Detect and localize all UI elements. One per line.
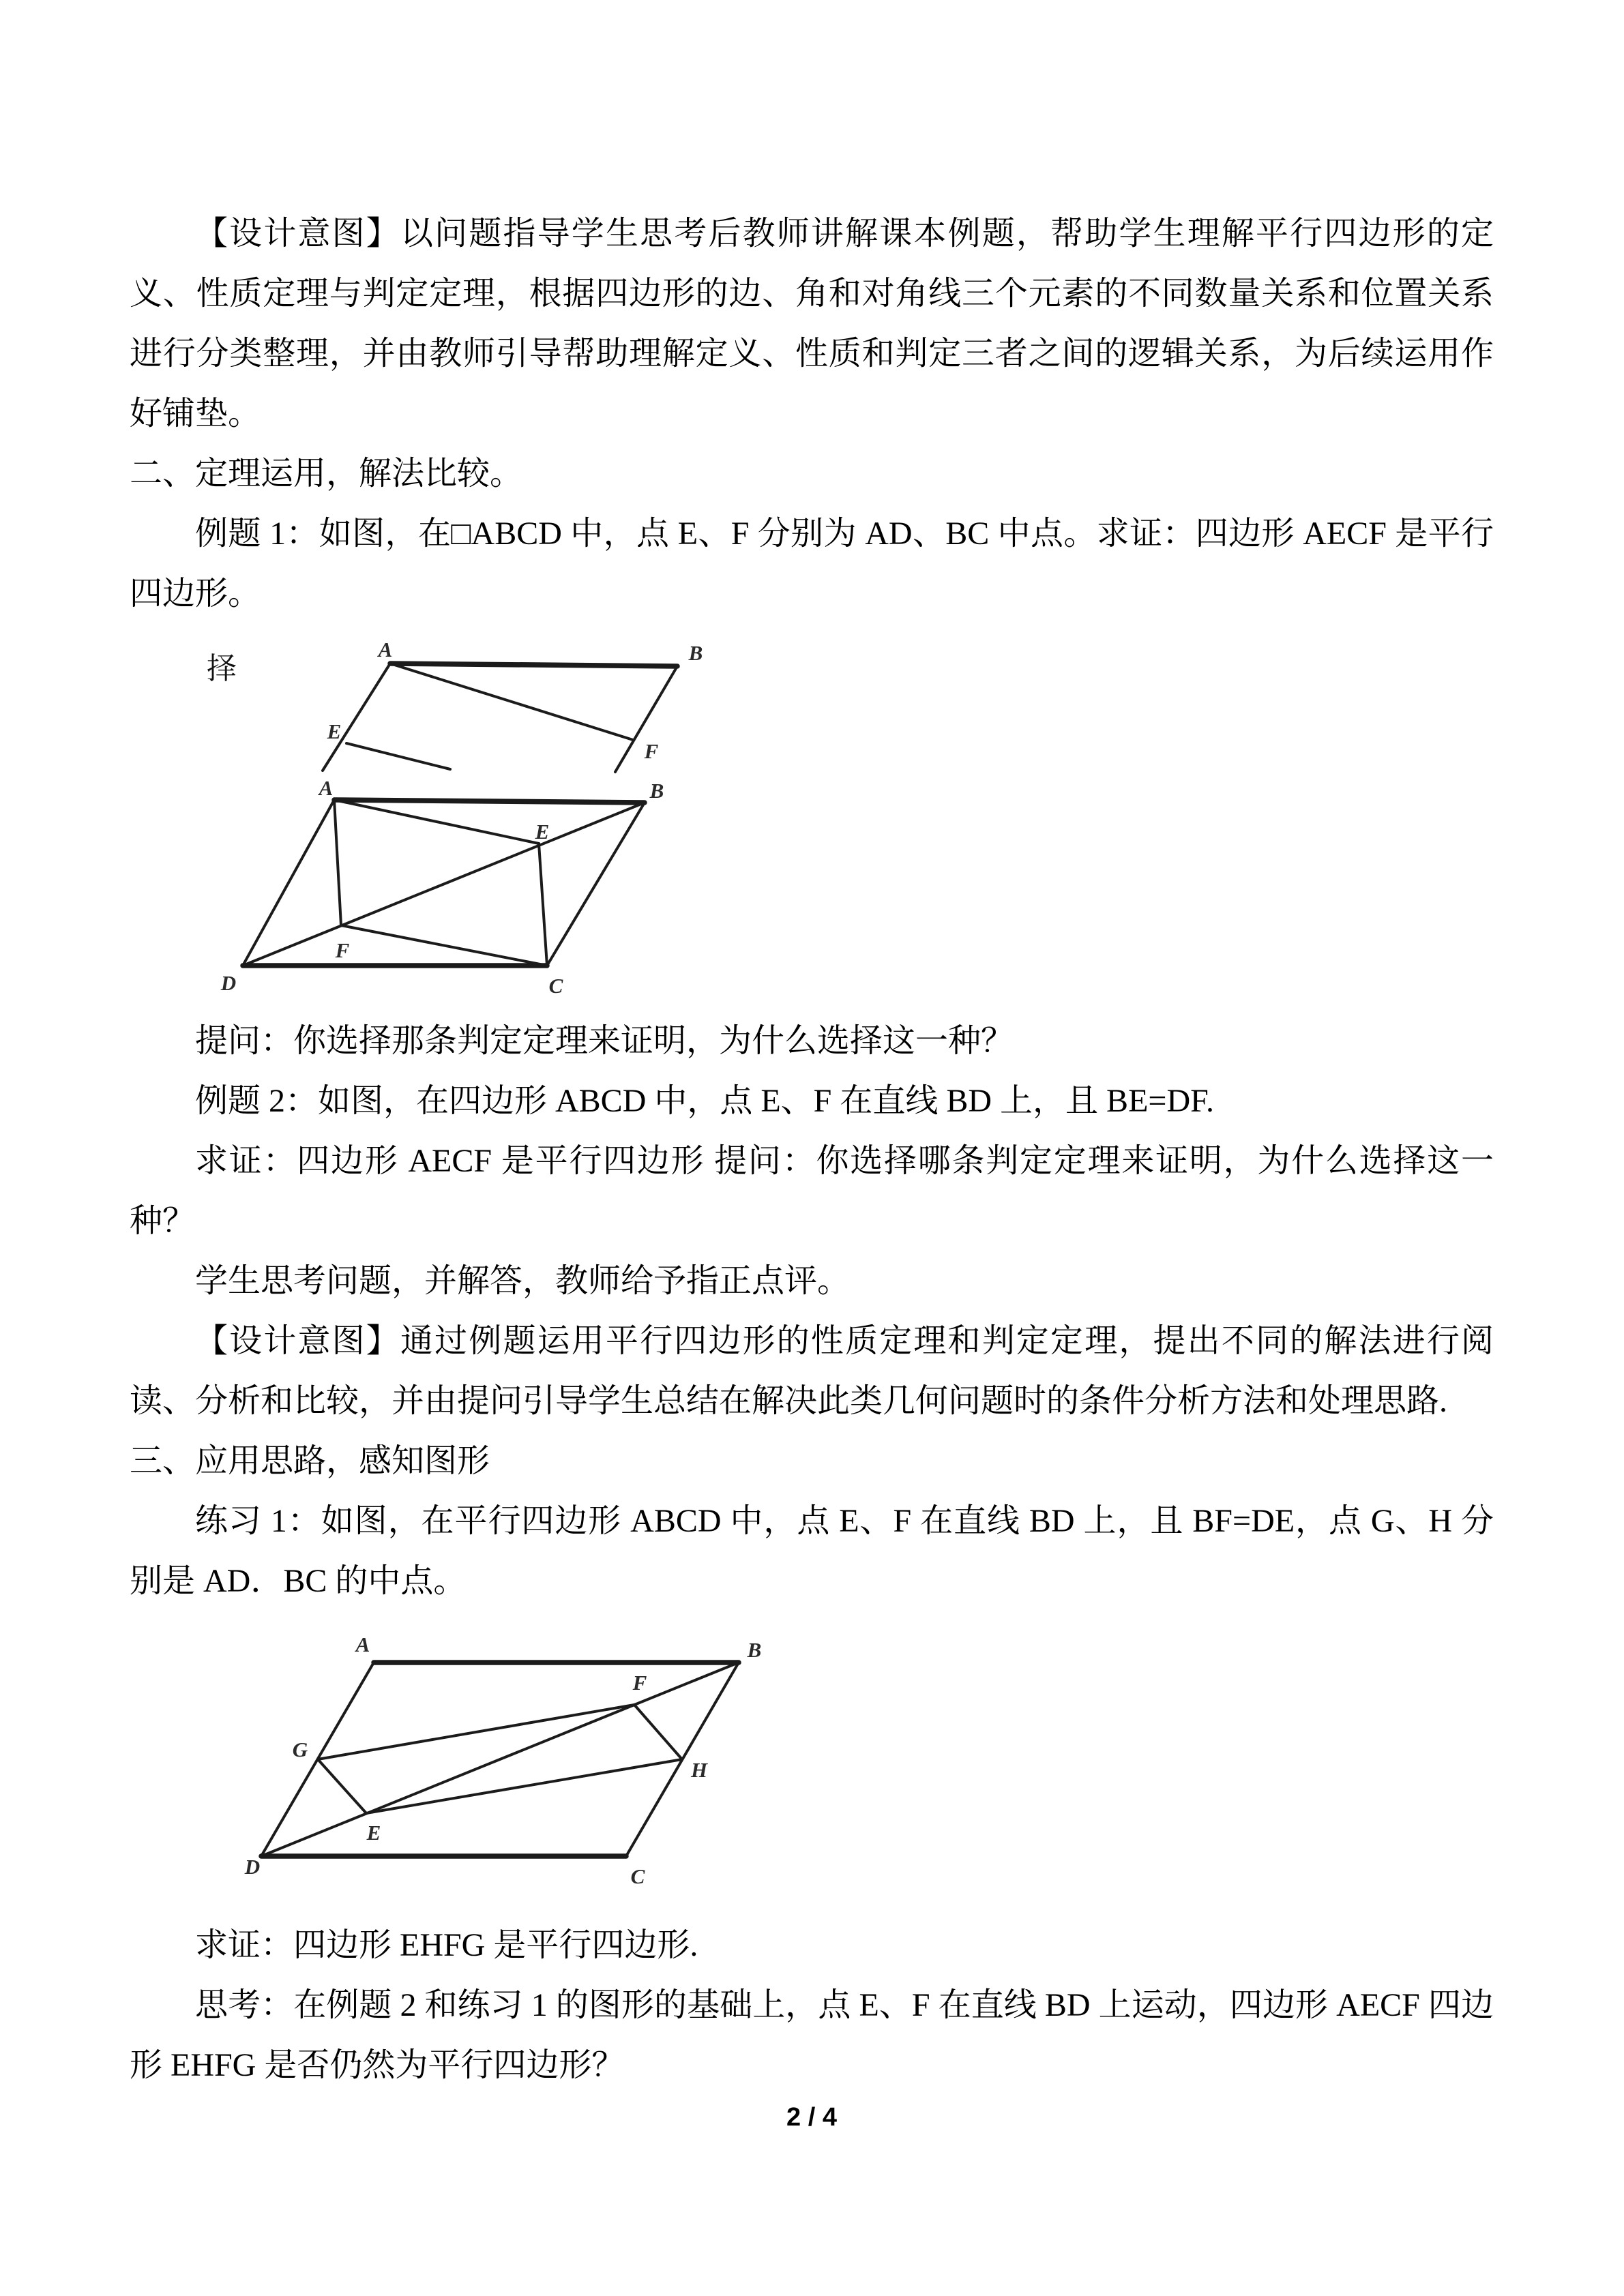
svg-text:E: E — [327, 719, 342, 743]
svg-text:A: A — [319, 776, 334, 800]
svg-text:E: E — [535, 820, 550, 844]
para-prove-aecf: 求证：四边形 AECF 是平行四边形 提问：你选择哪条判定定理来证明，为什么选择这一种？ — [130, 1143, 1494, 1239]
svg-text:E: E — [366, 1821, 381, 1845]
svg-text:B: B — [747, 1638, 762, 1662]
svg-text:B: B — [649, 779, 664, 803]
svg-text:F: F — [644, 739, 659, 763]
svg-text:C: C — [630, 1864, 645, 1888]
practice1-parallelogram-diagram — [225, 1633, 778, 1899]
svg-text:D: D — [244, 1855, 261, 1879]
svg-text:择: 择 — [207, 652, 237, 685]
para-prove-ehfg: 求证：四边形 EHFG 是平行四边形. — [195, 1927, 698, 1963]
example1-parallelogram-diagram — [205, 634, 723, 1002]
para-design-intent-2: 【设计意图】通过例题运用平行四边形的性质定理和判定定理，提出不同的解法进行阅读、分析和比较，并由提问引导学生总结在解决此类几何问题时的条件分析方法和处理思路. — [130, 1323, 1494, 1419]
heading-section-two: 二、定理运用，解法比较。 — [130, 456, 523, 492]
svg-text:F: F — [632, 1671, 647, 1695]
svg-text:D: D — [220, 971, 237, 995]
heading-section-three: 三、应用思路，感知图形 — [130, 1443, 490, 1479]
para-thinking-question: 思考：在例题 2 和练习 1 的图形的基础上，点 E、F 在直线 BD 上运动，四边形 AECF 四边形 EHFG 是否仍然为平行四边形？ — [130, 1987, 1494, 2083]
svg-text:G: G — [292, 1738, 308, 1761]
svg-text:H: H — [690, 1758, 708, 1782]
para-practice-1: 练习 1：如图，在平行四边形 ABCD 中，点 E、F 在直线 BD 上，且 BF=DE，点 G、H 分别是 AD．BC 的中点。 — [130, 1503, 1494, 1599]
svg-text:B: B — [688, 641, 703, 665]
page-number: 2 / 4 — [786, 2103, 837, 2132]
figure-example-1 — [130, 624, 1494, 1011]
document-body — [130, 204, 1494, 2096]
svg-text:A: A — [378, 638, 393, 661]
para-question-prompt-1: 提问：你选择那条判定定理来证明，为什么选择这一种？ — [195, 1023, 1014, 1059]
svg-text:F: F — [335, 938, 350, 962]
figure-practice-1 — [130, 1611, 1494, 1915]
para-example-2: 例题 2：如图，在四边形 ABCD 中，点 E、F 在直线 BD 上，且 BE=DF. — [195, 1083, 1214, 1119]
para-example-1: 例题 1：如图，在□ABCD 中，点 E、F 分别为 AD、BC 中点。求证：四边形 AECF 是平行四边形。 — [130, 516, 1494, 612]
para-design-intent-1: 【设计意图】以问题指导学生思考后教师讲解课本例题，帮助学生理解平行四边形的定义、性质定理与判定定理，根据四边形的边、角和对角线三个元素的不同数量关系和位置关系进行分类整理，并由教师引导帮助理解定义、性质和判定三者之间的逻辑关系，为后续运用作好铺垫。 — [130, 215, 1494, 432]
svg-text:C: C — [548, 974, 563, 998]
para-student-activity: 学生思考问题，并解答，教师给予指正点评。 — [195, 1263, 851, 1299]
svg-text:A: A — [355, 1633, 370, 1656]
